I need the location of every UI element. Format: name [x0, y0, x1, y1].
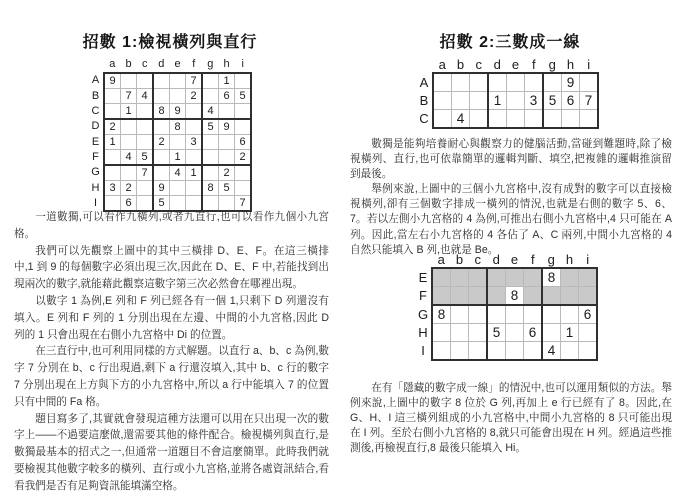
col-header-d: d: [493, 57, 501, 72]
cell-Ed: 2: [153, 135, 170, 150]
cell-Ee: [506, 268, 524, 287]
cell-Fd: [153, 150, 170, 166]
col-header-e: e: [511, 57, 520, 72]
cell-Ef: [524, 268, 543, 287]
cell-Af: [525, 73, 544, 92]
cell-Hg: 8: [202, 181, 219, 196]
row-header-A: A: [419, 74, 429, 90]
cell-Ch: [562, 110, 580, 129]
cell-Bf: 3: [525, 92, 544, 110]
cell-Ib: [451, 342, 469, 361]
cell-Di: [235, 119, 252, 135]
cell-Hd: 9: [153, 181, 170, 196]
col-header-d: d: [158, 58, 165, 70]
col-header-c: c: [475, 57, 482, 72]
col-header-g: g: [547, 252, 555, 267]
cell-Gh: [561, 305, 579, 324]
cell-Ag: [202, 73, 219, 89]
cell-Ba: [104, 89, 121, 104]
cell-Ih: [561, 342, 579, 361]
col-header-b: b: [456, 57, 465, 72]
cell-Bb: [452, 92, 470, 110]
cell-Ic: [469, 342, 488, 361]
cell-Bi: 5: [235, 89, 252, 104]
paragraph: 數獨是能夠培養耐心與觀察力的健腦活動,當碰到難題時,除了檢視橫列、直行,也可依靠簡單的邏輯判斷、填空,把複雜的邏輯推演留到最後。: [350, 138, 672, 181]
col-header-f: f: [192, 58, 196, 70]
cell-Be: [507, 92, 525, 110]
right-body-text-bottom: [350, 381, 672, 456]
cell-Gb: [121, 165, 137, 181]
col-header-a: a: [109, 58, 116, 70]
cell-Cd: [488, 110, 507, 129]
col-header-f: f: [531, 57, 536, 72]
cell-Gc: 7: [137, 165, 154, 181]
col-header-i: i: [587, 57, 591, 72]
cell-Hc: [137, 181, 154, 196]
cell-Ga: 8: [432, 305, 451, 324]
cell-Fa: [104, 150, 121, 166]
col-header-a: a: [438, 57, 446, 72]
paragraph: 題目寫多了,其實就會發現這種方法還可以用在只出現一次的數字上——不過要這麼做,還需要其他的條件配合。檢視橫列與直行,是數獨最基本的招式之一,但通常一道題目不會這麼簡單。此時我們就要檢視其他數字較多的橫列、直行或小九宮格,並將各處資訊結合,看看我們是否有足夠資訊能填滿空格。: [14, 412, 329, 492]
row-header-H: H: [91, 181, 100, 194]
paragraph: 舉例來說,上圖中的三個小九宮格中,沒有成對的數字可以直接檢視橫列,卻有三個數字排成一橫列的情況,也就是右側的數字 5、6、7。若以左側小九宮格的 4 為例,可推出右側小九宮格中,4 只可能在 A 列。因此,當左右小九宮格的 4 各佔了 A、C 兩列,中間小九宮格的 4 自然只能填入 B 列,也就是 Be。: [350, 183, 672, 256]
cell-Dd: [153, 119, 170, 135]
cell-Cc: [137, 104, 154, 120]
cell-Ce: 9: [170, 104, 186, 120]
cell-Dh: 9: [219, 119, 235, 135]
col-header-a: a: [437, 252, 445, 267]
col-header-g: g: [548, 57, 556, 72]
cell-Eb: [451, 268, 469, 287]
cell-Ei: 6: [235, 135, 252, 150]
grid-corner: [415, 252, 432, 268]
cell-Ab: [452, 73, 470, 92]
right-body-text-top: [350, 137, 672, 258]
cell-Gg: [542, 305, 561, 324]
cell-Ch: [219, 104, 235, 120]
cell-Gh: 2: [219, 165, 235, 181]
cell-Ab: [121, 73, 137, 89]
sudoku-grid-technique1: [88, 57, 252, 212]
row-header-F: F: [419, 288, 427, 304]
cell-Ea: [432, 268, 451, 287]
cell-Bi: 7: [580, 92, 599, 110]
cell-Cf: [186, 104, 203, 120]
paragraph: 在三直行中,也可利用同樣的方式解題。以直行 a、b、c 為例,數字 7 分別在 b、c 行出現過,剩下 a 行還沒填入,其中 b、c 行的數字 7 分別出現在上方與下方的小九宮格中,所以 a 行中能填入 7 的位置只有中間的 Fa 格。: [14, 345, 329, 408]
cell-Ag: [543, 73, 562, 92]
cell-Hd: 5: [487, 324, 506, 342]
cell-Ai: [580, 73, 599, 92]
row-header-C: C: [91, 104, 100, 117]
cell-Cb: 4: [452, 110, 470, 129]
left-page: [0, 0, 340, 492]
cell-Aa: [433, 73, 452, 92]
cell-Bh: 6: [219, 89, 235, 104]
col-header-g: g: [207, 58, 214, 70]
row-header-C: C: [419, 111, 429, 127]
grid-corner: [88, 57, 104, 73]
row-header-G: G: [91, 166, 100, 179]
cell-Cg: [543, 110, 562, 129]
cell-Ae: [507, 73, 525, 92]
cell-Fc: [469, 287, 488, 306]
cell-Ib: 6: [121, 196, 137, 212]
cell-Be: [170, 89, 186, 104]
cell-Af: 7: [186, 73, 203, 89]
cell-Ff: [186, 150, 203, 166]
cell-Fg: [542, 287, 561, 306]
cell-Hf: [186, 181, 203, 196]
cell-Dc: [137, 119, 154, 135]
cell-Ed: [487, 268, 506, 287]
col-header-c: c: [474, 252, 481, 267]
cell-Ii: [579, 342, 598, 361]
cell-Hb: [451, 324, 469, 342]
cell-Gb: [451, 305, 469, 324]
cell-Gi: 6: [579, 305, 598, 324]
cell-Eg: [202, 135, 219, 150]
cell-Id: 5: [153, 196, 170, 212]
sudoku-table: [88, 57, 252, 212]
cell-Eh: [561, 268, 579, 287]
cell-Gd: [153, 165, 170, 181]
cell-Gi: [235, 165, 252, 181]
cell-Ca: [433, 110, 452, 129]
cell-Ac: [137, 73, 154, 89]
col-header-c: c: [142, 58, 148, 70]
cell-Ad: [153, 73, 170, 89]
cell-Ce: [507, 110, 525, 129]
cell-Ha: [432, 324, 451, 342]
cell-Fi: 2: [235, 150, 252, 166]
cell-Gf: 1: [186, 165, 203, 181]
cell-Bc: [470, 92, 489, 110]
row-header-B: B: [419, 93, 429, 108]
cell-Ea: 1: [104, 135, 121, 150]
cell-Eg: 8: [542, 268, 561, 287]
cell-Cg: 4: [202, 104, 219, 120]
cell-Ig: 4: [542, 342, 561, 361]
row-header-I: I: [93, 196, 98, 209]
cell-Hh: 1: [561, 324, 579, 342]
sudoku-table: [416, 57, 599, 129]
cell-Bb: 7: [121, 89, 137, 104]
row-header-E: E: [91, 135, 100, 148]
col-header-b: b: [455, 252, 464, 267]
col-header-h: h: [566, 57, 575, 72]
col-header-d: d: [492, 252, 500, 267]
cell-Ei: [579, 268, 598, 287]
cell-Hh: 5: [219, 181, 235, 196]
cell-Hi: [579, 324, 598, 342]
cell-Fg: [202, 150, 219, 166]
cell-Fc: 5: [137, 150, 154, 166]
cell-Gf: [524, 305, 543, 324]
grid-corner: [416, 57, 433, 73]
col-header-i: i: [241, 58, 244, 70]
sudoku-table: [415, 252, 598, 361]
cell-Ad: [488, 73, 507, 92]
row-header-B: B: [91, 89, 100, 102]
cell-Fh: [561, 287, 579, 306]
cell-He: [506, 324, 524, 342]
sudoku-grid-technique2-top: [416, 57, 599, 129]
cell-Gd: [487, 305, 506, 324]
cell-Fi: [579, 287, 598, 306]
cell-Ia: [432, 342, 451, 361]
paragraph: 以數字 1 為例,E 列和 F 列已經各有一個 1,只剩下 D 列還沒有填入。E 列和 F 列的 1 分別出現在左邊、中間的小九宮格,因此 D 列的 1 只會出現在右側小九宮格中 Di 的位置。: [14, 294, 329, 341]
cell-Ie: [506, 342, 524, 361]
cell-Df: [186, 119, 203, 135]
cell-Hi: [235, 181, 252, 196]
cell-Fb: 4: [121, 150, 137, 166]
cell-Hg: [542, 324, 561, 342]
col-header-f: f: [530, 252, 535, 267]
row-header-G: G: [417, 306, 429, 322]
left-body-text: [14, 209, 329, 495]
col-header-h: h: [223, 58, 230, 70]
cell-Cb: 1: [121, 104, 137, 120]
cell-Cf: [525, 110, 544, 129]
right-page: [340, 0, 680, 482]
cell-Ca: [104, 104, 121, 120]
cell-Ah: 9: [562, 73, 580, 92]
cell-Hc: [469, 324, 488, 342]
cell-Gg: [202, 165, 219, 181]
cell-Fb: [451, 287, 469, 306]
cell-Ec: [469, 268, 488, 287]
cell-Bc: 4: [137, 89, 154, 104]
paragraph: 我們可以先觀察上圖中的其中三橫排 D、E、F。在這三橫排中,1 到 9 的每個數字必須出現三次,因此在 D、E、F 中,若能找到出現兩次的數字,就能藉此觀察這數字第三次必然會在哪裡出現。: [14, 244, 329, 291]
cell-Gc: [469, 305, 488, 324]
cell-Fd: [487, 287, 506, 306]
col-header-i: i: [586, 252, 590, 267]
right-page-title: 招數 2:三數成一線: [439, 34, 581, 51]
cell-Dg: 5: [202, 119, 219, 135]
row-header-E: E: [418, 269, 428, 285]
cell-Ac: [470, 73, 489, 92]
cell-Ge: 4: [170, 165, 186, 181]
row-header-A: A: [91, 74, 100, 87]
col-header-b: b: [125, 58, 132, 70]
cell-Eb: [121, 135, 137, 150]
row-header-F: F: [92, 150, 99, 163]
cell-Ci: [235, 104, 252, 120]
cell-De: 8: [170, 119, 186, 135]
cell-Ha: 3: [104, 181, 121, 196]
cell-Id: [487, 342, 506, 361]
cell-Ga: [104, 165, 121, 181]
cell-Hb: 2: [121, 181, 137, 196]
cell-Bd: 1: [488, 92, 507, 110]
row-header-H: H: [418, 325, 428, 340]
col-header-e: e: [174, 58, 181, 70]
cell-Ii: 7: [235, 196, 252, 212]
cell-Ec: [137, 135, 154, 150]
cell-Ai: [235, 73, 252, 89]
cell-Ff: [524, 287, 543, 306]
sudoku-grid-technique2-bottom: [415, 252, 598, 361]
cell-Cd: 8: [153, 104, 170, 120]
cell-Ef: 3: [186, 135, 203, 150]
cell-Hf: 6: [524, 324, 543, 342]
cell-Da: 2: [104, 119, 121, 135]
row-header-I: I: [421, 343, 425, 359]
cell-Db: [121, 119, 137, 135]
cell-Bd: [153, 89, 170, 104]
row-header-D: D: [91, 120, 100, 133]
col-header-h: h: [565, 252, 574, 267]
cell-Ge: [506, 305, 524, 324]
cell-Fh: [219, 150, 235, 166]
cell-If: [524, 342, 543, 361]
cell-Fa: [432, 287, 451, 306]
cell-Bg: [202, 89, 219, 104]
cell-Fe: 1: [170, 150, 186, 166]
cell-He: [170, 181, 186, 196]
cell-Eh: [219, 135, 235, 150]
cell-Aa: 9: [104, 73, 121, 89]
cell-Bh: 6: [562, 92, 580, 110]
paragraph: 一道數獨,可以看作九橫列,或者九直行,也可以看作九個小九宮格。: [14, 211, 329, 240]
cell-Ee: [170, 135, 186, 150]
col-header-e: e: [510, 252, 519, 267]
cell-Ci: [580, 110, 599, 129]
cell-Cc: [470, 110, 489, 129]
cell-Fe: 8: [506, 287, 524, 306]
left-page-title: 招數 1:檢視橫列與直行: [82, 34, 258, 51]
cell-Ae: [170, 73, 186, 89]
paragraph: 在有「隱藏的數字成一線」的情況中,也可以運用類似的方法。舉例來說,上圖中的數字 8 位於 G 列,再加上 e 行已經有了 8。因此,在 G、H、I 這三橫列組成的小九宮格中,中間小九宮格的 8 只可能出現在 I 列。至於右側小九宮格的 8,就只可能會出現在 H 列。經過這些推測後,再檢視直行,8 最後只能填入 Hi。: [350, 382, 672, 455]
cell-Ah: 1: [219, 73, 235, 89]
cell-Bf: 2: [186, 89, 203, 104]
cell-Ba: [433, 92, 452, 110]
cell-Bg: 5: [543, 92, 562, 110]
